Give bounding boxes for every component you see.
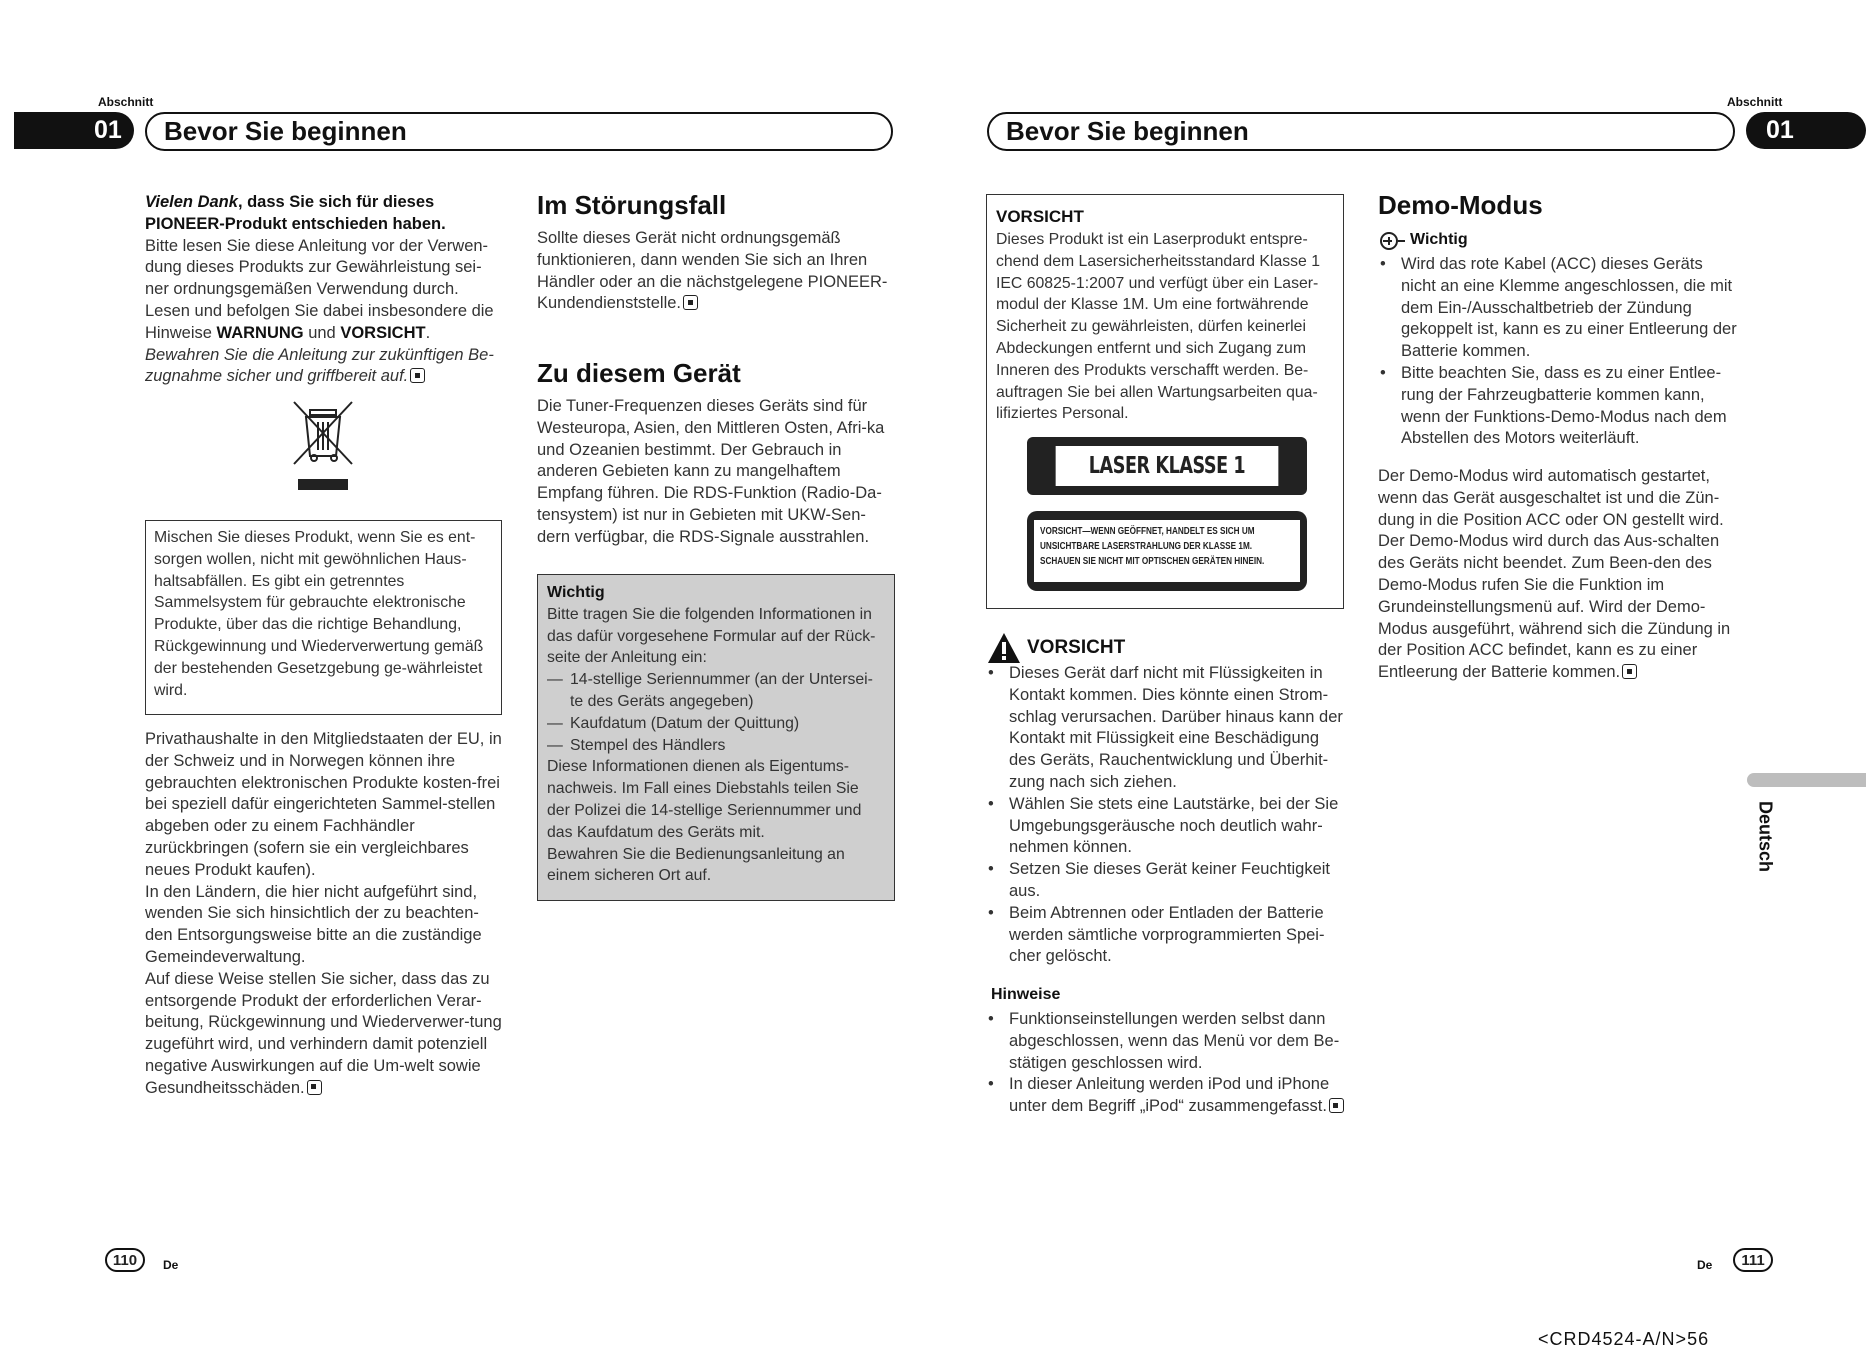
demo-text: Der Demo-Modus wird automatisch gestartet, wenn das Gerät ausgeschaltet ist und die Zün-dung in die Position ACC oder ON gestellt wird. Der Demo-Modus wird durch das Aus-schalten des Geräts nicht beendet. Zum Been-den des Demo-Modus rufen Sie die Funktion im Grundeinstellungsmenü auf. Wird der Demo-Modus ausgeführt, während sich die Zündung in der Position ACC befindet, kann es zu einer Entleerung der Batterie kommen. <box>1378 467 1731 682</box>
list-item: — Stempel des Händlers <box>547 735 885 757</box>
intro-heading: Vielen Dank, dass Sie sich für dieses PIONEER-Produkt entschieden haben. <box>145 193 446 233</box>
list-item: • Funktionseinstellungen werden selbst dann abgeschlossen, wenn das Menü vor dem Be-stätigen geschlossen wird. <box>986 1009 1346 1074</box>
laser-warning-label <box>1027 511 1307 591</box>
section-label: Abschnitt <box>98 95 154 109</box>
laser-class-text: LASER KLASSE 1 <box>1056 446 1279 486</box>
laser-class-label <box>1027 437 1307 495</box>
section-label: Abschnitt <box>1727 95 1783 109</box>
list-item: — 14-stellige Seriennummer (an der Untersei-te des Geräts angegeben) <box>547 669 885 713</box>
lang-code: De <box>1697 1258 1713 1272</box>
caution-list <box>986 663 1346 968</box>
section-number-badge <box>1746 112 1866 149</box>
crossed-bin-icon <box>290 400 356 492</box>
page-number: 110 <box>105 1248 145 1272</box>
warning-triangle-icon <box>987 632 1021 664</box>
disposal-info <box>145 729 505 1100</box>
laser-warning-text: VORSICHT—WENN GEÖFFNET, HANDELT ES SICH UM UNSICHTBARE LASERSTRAHLUNG DER KLASSE 1M. SCHAUEN SIE NICHT MIT OPTISCHEN GERÄTEN HINEIN. <box>1034 520 1300 582</box>
fault-heading: Im Störungsfall <box>537 190 727 220</box>
page-title: Bevor Sie beginnen <box>987 112 1735 151</box>
private-text: Privathaushalte in den Mitgliedstaaten der EU, in der Schweiz und in Norwegen können ihre gebrauchten elektronischen Produkte kosten-frei bei speziell dafür eingerichteten Sammel-stellen abgeben oder zu einem Fachhändler zurückbringen (sofern sie ein vergleichbares neues Produkt kaufen). <box>145 730 502 879</box>
device-text: Die Tuner-Frequenzen dieses Geräts sind für Westeuropa, Asien, den Mittleren Osten, Afri-ka und Ozeanien bestimmt. Der Gebrauch in anderen Gebieten kann zu mangelhaftem Empfang führen. Die RDS-Funktion (Radio-Da-tensystem) ist nur in Gebieten mit UKW-Sen-dern verfügbar, die RDS-Signale ausstrahlen. <box>537 397 885 546</box>
list-item: • Setzen Sie dieses Gerät keiner Feuchtigkeit aus. <box>986 859 1346 903</box>
important-box <box>537 574 895 901</box>
page-number: 111 <box>1733 1248 1773 1272</box>
lang-code: De <box>163 1258 179 1272</box>
ensure-text: Auf diese Weise stellen Sie sicher, dass das zu entsorgende Produkt der erforderlichen Verar-beitung, Rückgewinnung und Wiederverwer-tung zugeführt wird, und verhindern damit potenziell negative Auswirkungen auf die Um-welt sowie Gesundheitsschäden. <box>145 969 502 1097</box>
important-title: Wichtig <box>547 584 605 601</box>
end-mark-icon <box>410 368 425 383</box>
list-item: • Bitte beachten Sie, dass es zu einer Entlee-rung der Fahrzeugbatterie kommen kann, wenn der Funktions-Demo-Modus nach dem Abstellen des Motors weiterläuft. <box>1378 363 1738 450</box>
important-hand-icon <box>1378 231 1406 251</box>
end-mark-icon <box>307 1080 322 1095</box>
language-tab-bar <box>1747 773 1866 787</box>
important-text-2: Bewahren Sie die Bedienungsanleitung an einem sicheren Ort auf. <box>547 845 845 885</box>
intro-text: Bitte lesen Sie diese Anleitung vor der Verwen-dung dieses Produkts zur Gewährleistung sei-ner ordnungsgemäßen Verwendung durch. Lesen und befolgen Sie dabei insbesondere die Hinweise WARNUNG und VORSICHT. <box>145 236 494 342</box>
caution-box-title: VORSICHT <box>996 207 1084 226</box>
fault-text: Sollte dieses Gerät nicht ordnungsgemäß funktionieren, dann wenden Sie sich an Ihren Händler oder an die nächstgelegene PIONEER-Kundendienststelle. <box>537 229 888 313</box>
important-text-1: Diese Informationen dienen als Eigentums-nachweis. Im Fall eines Diebstahls teilen Sie der Polizei die 14-stellige Seriennummer und das Kaufdatum des Geräts mit. <box>547 758 862 841</box>
device-heading: Zu diesem Gerät <box>537 358 741 388</box>
important-intro: Bitte tragen Sie die folgenden Informationen in das dafür vorgesehene Formular auf der Rück-seite der Anleitung ein: <box>547 605 876 667</box>
section-badge-cap <box>14 112 59 149</box>
disposal-box: Mischen Sie dieses Produkt, wenn Sie es ent-sorgen wollen, nicht mit gewöhnlichen Haus-haltsabfällen. Es gibt ein getrenntes Sammelsystem für gebrauchte elektronische Produkte, über das die richtige Behandlung, Rückgewinnung und Wiederverwertung gemäß der bestehenden Gesetzgebung ge-währleistet wird. <box>145 520 502 715</box>
demo-important-list <box>1378 254 1738 450</box>
end-mark-icon <box>1622 664 1637 679</box>
notes-list <box>986 1009 1346 1118</box>
end-mark-icon <box>1329 1098 1344 1113</box>
caution-box-text: Dieses Produkt ist ein Laserprodukt entspre-chend dem Lasersicherheitsstandard Klasse 1 IEC 60825-1:2007 und verfügt über ein Laser-modul der Klasse 1M. Um eine fortwährende Sicherheit zu gewährleisten, dürfen keinerlei Abdeckungen entfernt und sich Zugang zum Inneren des Produkts verschafft werden. Be-auftragen Sie bei allen Wartungsarbeiten qua-lifiziertes Personal. <box>996 231 1321 423</box>
notes-heading: Hinweise <box>991 986 1061 1003</box>
section-number: 01 <box>94 116 122 144</box>
other-countries-text: In den Ländern, die hier nicht aufgeführt sind, wenden Sie sich hinsichtlich der zu beachten-den Entsorgungsweise bitte an die zuständige Gemeindeverwaltung. <box>145 882 482 966</box>
language-tab: Deutsch <box>1755 801 1776 873</box>
list-item: • Beim Abtrennen oder Entladen der Batterie werden sämtliche vorprogrammierten Spei-cher gelöscht. <box>986 903 1346 968</box>
intro-italic: Bewahren Sie die Anleitung zur zukünftigen Be-zugnahme sicher und griffbereit auf. <box>145 345 494 386</box>
caution-box <box>986 194 1344 609</box>
list-item: • Dieses Gerät darf nicht mit Flüssigkeiten in Kontakt kommen. Dies könnte einen Strom-schlag verursachen. Darüber hinaus kann der Kontakt mit Flüssigkeit eine Beschädigung des Geräts, Rauchentwicklung und Überhit-zung nach sich ziehen. <box>986 663 1346 794</box>
intro-block <box>145 192 505 388</box>
document-code: <CRD4524-A/N>56 <box>1538 1329 1710 1349</box>
demo-heading: Demo-Modus <box>1378 190 1543 220</box>
important-list <box>547 669 885 756</box>
list-item: • In dieser Anleitung werden iPod und iPhone unter dem Begriff „iPod“ zusammengefasst. <box>986 1074 1346 1118</box>
list-item: • Wird das rote Kabel (ACC) dieses Geräts nicht an eine Klemme angeschlossen, die mit dem Ein-/Ausschaltbetrieb der Zündung gekoppelt ist, kann es zu einer Entleerung der Batterie kommen. <box>1378 254 1738 363</box>
section-number: 01 <box>1766 116 1794 144</box>
list-item: — Kaufdatum (Datum der Quittung) <box>547 713 885 735</box>
page-title: Bevor Sie beginnen <box>145 112 893 151</box>
end-mark-icon <box>683 295 698 310</box>
list-item: • Wählen Sie stets eine Lautstärke, bei der Sie Umgebungsgeräusche noch deutlich wahr-nehmen können. <box>986 794 1346 859</box>
demo-important: Wichtig <box>1410 231 1468 248</box>
caution-heading: VORSICHT <box>1027 637 1126 658</box>
